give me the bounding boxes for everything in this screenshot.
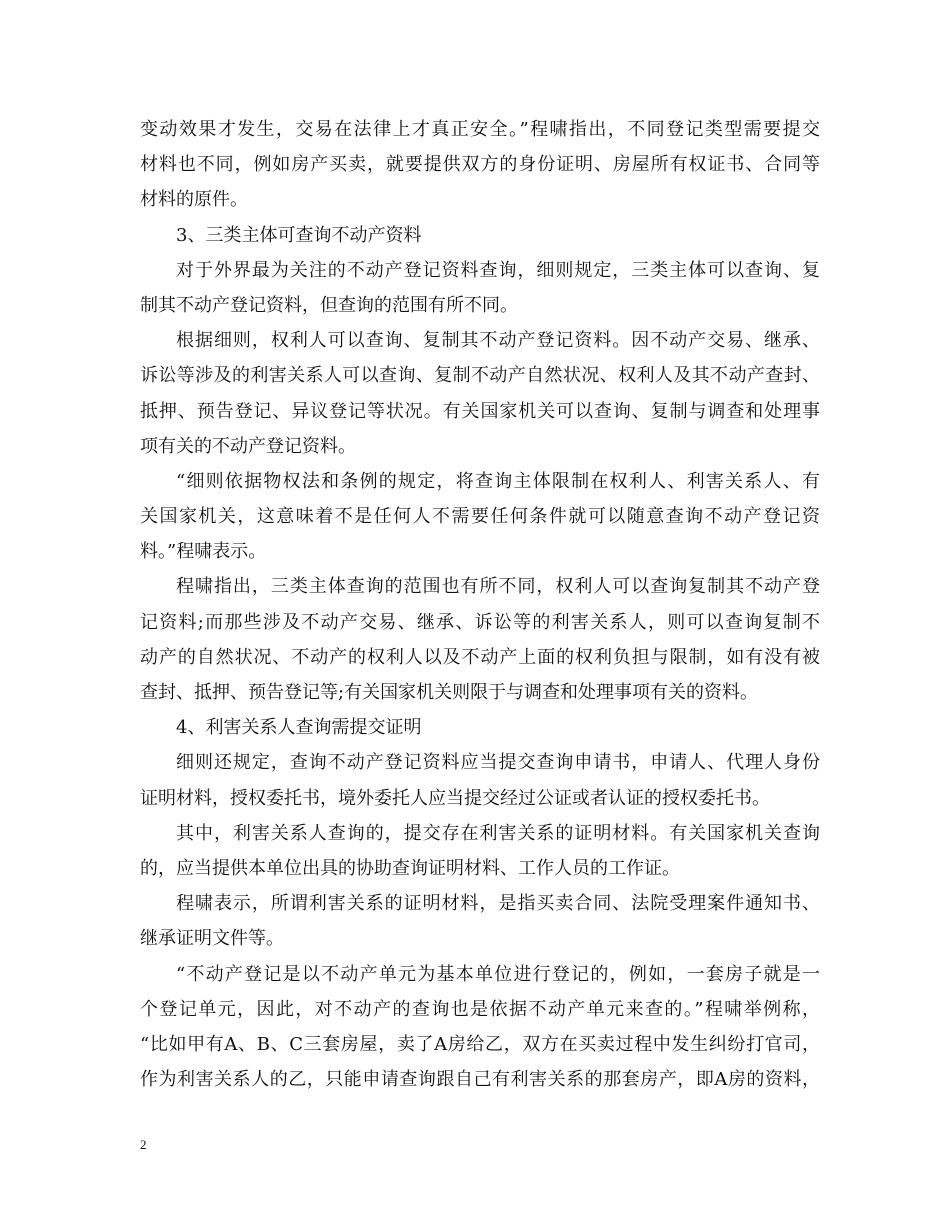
text-line: 诉讼等涉及的利害关系人可以查询、复制不动产自然状况、权利人及其不动产查封、	[140, 365, 820, 387]
text-line: “细则依据物权法和条例的规定，将查询主体限制在权利人、利害关系人、有	[176, 470, 820, 492]
text-line: 材料的原件。	[140, 189, 248, 211]
text-line: 制其不动产登记资料，但查询的范围有所不同。	[140, 294, 518, 316]
text-line: 继承证明文件等。	[140, 928, 284, 950]
document-body	[140, 112, 820, 1097]
text-line: 细则还规定，查询不动产登记资料应当提交查询申请书，申请人、代理人身份	[176, 752, 820, 774]
text-line: 个登记单元，因此，对不动产的查询也是依据不动产单元来查的。”程啸举例称，	[140, 998, 820, 1020]
text-line: 对于外界最为关注的不动产登记资料查询，细则规定，三类主体可以查询、复	[176, 259, 820, 281]
text-line: “不动产登记是以不动产单元为基本单位进行登记的，例如，一套房子就是一	[176, 963, 820, 985]
text-line: 程啸表示，所谓利害关系的证明材料，是指买卖合同、法院受理案件通知书、	[176, 893, 820, 915]
text-line: 其中，利害关系人查询的，提交存在利害关系的证明材料。有关国家机关查询	[176, 822, 820, 844]
text-line: 变动效果才发生，交易在法律上才真正安全。”程啸指出，不同登记类型需要提交	[140, 119, 820, 140]
text-line: 作为利害关系人的乙，只能申请查询跟自己有利害关系的那套房产，即A房的资料，	[140, 1069, 820, 1091]
text-line: 查封、抵押、预告登记等;有关国家机关则限于与调查和处理事项有关的资料。	[140, 682, 759, 703]
text-line: 动产的自然状况、不动产的权利人以及不动产上面的权利负担与限制，如有没有被	[140, 646, 820, 668]
text-line: 证明材料，授权委托书，境外委托人应当提交经过公证或者认证的授权委托书。	[140, 787, 770, 809]
text-line: 关国家机关，这意味着不是任何人不需要任何条件就可以随意查询不动产登记资	[140, 506, 820, 528]
text-line: 记资料;而那些涉及不动产交易、继承、诉讼等的利害关系人，则可以查询复制不	[140, 611, 820, 633]
text-line: 程啸指出，三类主体查询的范围也有所不同，权利人可以查询复制其不动产登	[176, 576, 820, 598]
text-line: “比如甲有A、B、C三套房屋，卖了A房给乙，双方在买卖过程中发生纠纷打官司，	[140, 1033, 820, 1055]
text-line: 根据细则，权利人可以查询、复制其不动产登记资料。因不动产交易、继承、	[176, 330, 820, 352]
text-line: 4、利害关系人查询需提交证明	[176, 717, 422, 739]
text-line: 抵押、预告登记、异议登记等状况。有关国家机关可以查询、复制与调查和处理事	[140, 400, 820, 422]
text-line: 3、三类主体可查询不动产资料	[176, 224, 422, 246]
text-line: 项有关的不动产登记资料。	[140, 435, 356, 457]
text-line: 的，应当提供本单位出具的协助查询证明材料、工作人员的工作证。	[140, 857, 680, 879]
text-line: 材料也不同，例如房产买卖，就要提供双方的身份证明、房屋所有权证书、合同等	[140, 154, 820, 176]
text-line: 料。”程啸表示。	[140, 541, 267, 563]
page-number: 2	[140, 1137, 147, 1152]
